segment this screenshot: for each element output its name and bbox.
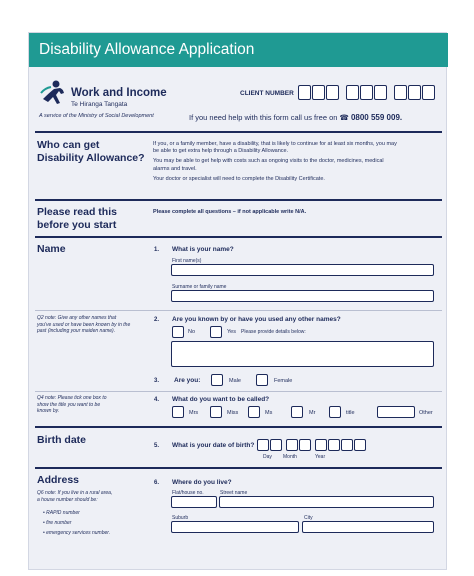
address-bullet-3: • emergency services number.: [43, 530, 111, 536]
read-instruction: Please complete all questions – if not applicable write N/A.: [153, 209, 307, 215]
q4-note: [37, 395, 137, 415]
help-text: If you need help with this form call us free on: [189, 113, 338, 122]
section-divider: [35, 131, 442, 133]
client-number-digit[interactable]: [408, 85, 421, 100]
section-divider: [35, 199, 442, 201]
q3-number: 3.: [154, 378, 160, 384]
q2-question: Are you known by or have you used any other names?: [172, 316, 341, 323]
miss-label: Miss: [227, 410, 239, 416]
logo-name: Work and Income: [71, 87, 167, 99]
mr-label: Mr: [309, 410, 316, 416]
ms-label: Ms: [265, 410, 273, 416]
q5-question: What is your date of birth?: [172, 442, 255, 449]
client-number-digit[interactable]: [422, 85, 435, 100]
birth-day-digit[interactable]: [257, 439, 269, 451]
q2-yes-label: Yes: [227, 329, 236, 335]
other-label: Other: [419, 410, 433, 416]
client-number-digit[interactable]: [394, 85, 407, 100]
miss-checkbox[interactable]: [210, 406, 222, 418]
mr-checkbox[interactable]: [291, 406, 303, 418]
city-label: City: [304, 515, 313, 521]
person-logo-icon: [39, 79, 69, 107]
birth-heading: Birth date: [37, 434, 87, 446]
q2-no-label: No: [188, 329, 196, 335]
read-heading: [37, 206, 117, 232]
help-phone: 0800 559 009.: [350, 113, 403, 122]
address-heading: Address: [37, 474, 80, 486]
birth-year-digit[interactable]: [354, 439, 366, 451]
q1-question: What is your name?: [172, 246, 234, 253]
help-line: [189, 113, 402, 122]
question-divider: [35, 391, 442, 392]
form-title-banner: Disability Allowance Application: [29, 33, 448, 67]
birth-month-digit[interactable]: [299, 439, 311, 451]
q3-question: Are you:: [174, 377, 201, 384]
city-field[interactable]: [302, 521, 434, 533]
q2-yes-checkbox[interactable]: [210, 326, 222, 338]
q4-question: What do you want to be called?: [172, 396, 270, 403]
flat-field[interactable]: [171, 496, 217, 508]
phone-icon: ☎: [339, 113, 349, 122]
q2-note: [37, 315, 137, 335]
mrs-label: Mrs: [189, 410, 199, 416]
q2-yes-detail: Please provide details below:: [241, 329, 306, 335]
client-number-digit[interactable]: [346, 85, 359, 100]
month-label: Month: [283, 454, 297, 460]
surname-field[interactable]: [171, 290, 434, 302]
q2-note-line1: Q2 note: Give any other names that: [37, 315, 117, 321]
birth-year-digit[interactable]: [315, 439, 327, 451]
client-number-digit[interactable]: [298, 85, 311, 100]
other-title-field[interactable]: [377, 406, 415, 418]
who-p2-line1: You may be able to get help with costs such as ongoing visits to the doctor, medicines, medical: [153, 158, 384, 165]
section-divider: [35, 236, 442, 238]
suburb-label: Suburb: [172, 515, 189, 521]
read-heading-line2: before you start: [37, 219, 117, 231]
birth-year-digit[interactable]: [328, 439, 340, 451]
birth-year-digit[interactable]: [341, 439, 353, 451]
question-divider: [35, 310, 442, 311]
q4-note-line3: known by.: [37, 408, 60, 414]
client-number-digit[interactable]: [326, 85, 339, 100]
q2-no-checkbox[interactable]: [172, 326, 184, 338]
title-label: title: [346, 410, 355, 416]
q4-number: 4.: [154, 397, 160, 403]
service-line: A service of the Ministry of Social Development: [39, 113, 154, 119]
q4-note-line1: Q4 note: Please tick one box to: [37, 395, 107, 401]
other-names-field[interactable]: [171, 341, 434, 367]
birth-day-digit[interactable]: [270, 439, 282, 451]
client-number-digit[interactable]: [360, 85, 373, 100]
year-label: Year: [315, 454, 326, 460]
who-p1-line2: be able to get extra help through a Disability Allowance.: [153, 148, 289, 155]
who-p1-line1: If you, or a family member, have a disability, that is likely to continue for at least six months, you may: [153, 141, 397, 147]
q1-number: 1.: [154, 247, 160, 253]
male-label: Male: [229, 378, 241, 384]
who-heading-line1: Who can get: [37, 139, 100, 151]
logo-maori-name: Te Hiranga Tangata: [71, 101, 128, 108]
first-names-label: First name(s): [172, 258, 202, 264]
section-divider: [35, 467, 442, 469]
first-names-field[interactable]: [171, 264, 434, 276]
address-bullet-2: • fire number: [43, 520, 72, 526]
name-heading: Name: [37, 243, 66, 255]
q6-number: 6.: [154, 480, 160, 486]
who-heading: [37, 139, 145, 165]
female-checkbox[interactable]: [256, 374, 268, 386]
street-field[interactable]: [219, 496, 434, 508]
who-p2-line2: alarms and travel.: [153, 165, 197, 172]
q6-note: [37, 490, 137, 503]
surname-label: Surname or family name: [172, 284, 227, 290]
street-label: Street name: [220, 490, 248, 496]
birth-month-digit[interactable]: [286, 439, 298, 451]
form-page: [28, 32, 447, 570]
read-heading-line1: Please read this: [37, 206, 117, 218]
client-number-digit[interactable]: [374, 85, 387, 100]
who-p3: Your doctor or specialist will need to complete the Disability Certificate.: [153, 175, 325, 182]
flat-label: Flat/house no.: [172, 490, 204, 496]
client-number-label: CLIENT NUMBER: [240, 90, 294, 97]
q6-note-line1: Q6 note: If you live in a rural area,: [37, 490, 113, 496]
q2-note-line2: you've used or have been known by in the: [37, 321, 131, 328]
who-paragraphs: [153, 141, 443, 183]
q4-note-line2: show the title you want to be: [37, 401, 101, 408]
client-number-digit[interactable]: [312, 85, 325, 100]
q5-number: 5.: [154, 443, 160, 449]
female-label: Female: [274, 378, 293, 384]
address-bullet-1: • RAPID number: [43, 510, 80, 516]
suburb-field[interactable]: [171, 521, 299, 533]
day-label: Day: [263, 454, 272, 460]
address-bullet-2-text: fire number: [46, 520, 72, 526]
q6-question: Where do you live?: [172, 479, 232, 486]
title-checkbox[interactable]: [329, 406, 341, 418]
section-divider: [35, 426, 442, 428]
address-bullet-3-text: emergency services number.: [46, 530, 111, 536]
q2-note-line3: past (including your maiden name).: [37, 328, 116, 334]
male-checkbox[interactable]: [211, 374, 223, 386]
address-bullet-1-text: RAPID number: [46, 510, 80, 516]
q6-note-line2: a house number should be:: [37, 496, 98, 503]
ms-checkbox[interactable]: [248, 406, 260, 418]
mrs-checkbox[interactable]: [172, 406, 184, 418]
who-heading-line2: Disability Allowance?: [37, 152, 145, 164]
q2-number: 2.: [154, 317, 160, 323]
